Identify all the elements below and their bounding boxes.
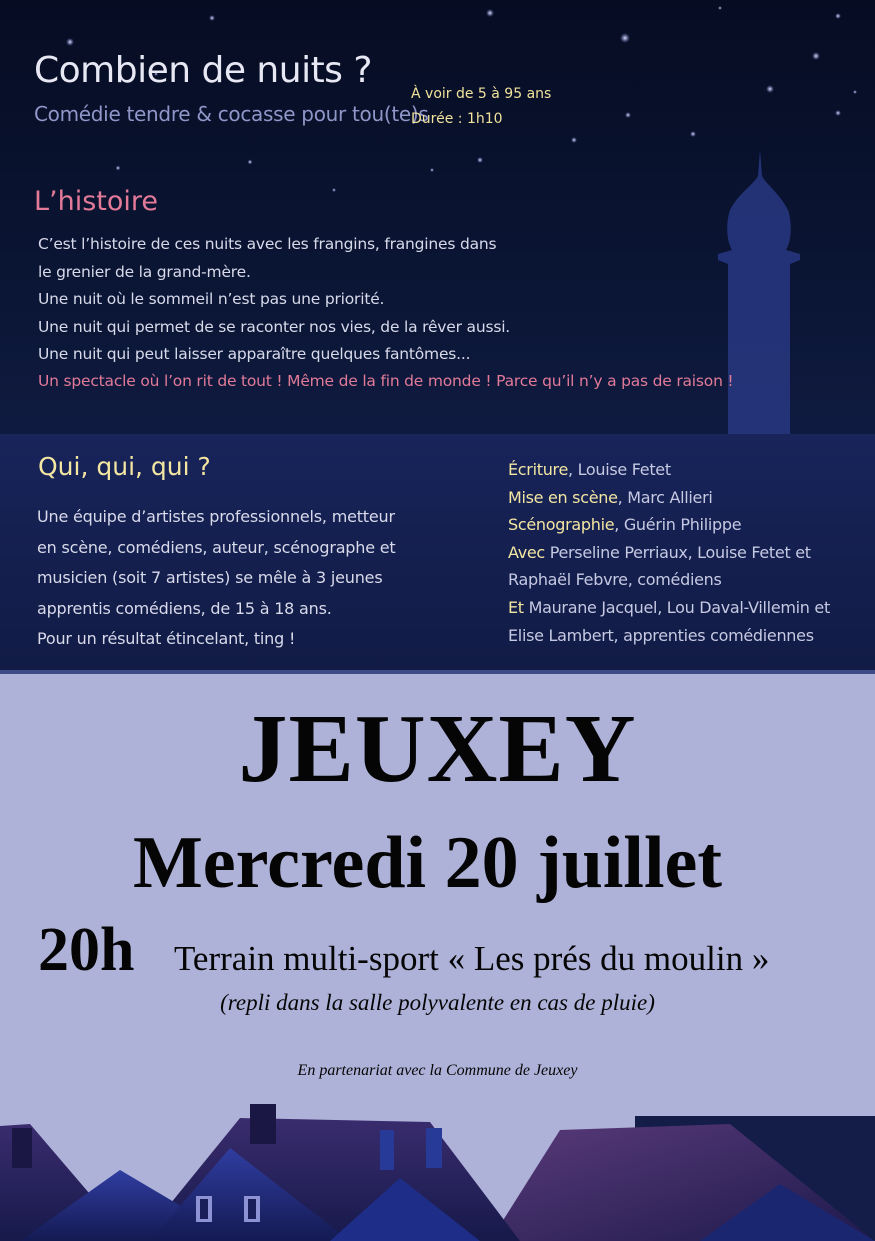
credit-cast-continued: Raphaël Febvre, comédiens [508,570,722,590]
team-line: Pour un résultat étincelant, ting ! [37,629,296,648]
credit-value: Perseline Perriaux, Louise Fetet et [544,542,811,562]
credits-list [508,456,868,649]
story-tagline: Un spectacle où l’on rit de tout ! Même de la fin de monde ! Parce qu’il n’y a pas de raison ! [38,372,734,390]
story-text [38,231,658,369]
age-range: À voir de 5 à 95 ans [411,86,552,102]
team-line: musicien (soit 7 artistes) se mêle à 3 jeunes [37,568,383,587]
credit-direction [508,484,868,512]
credit-label: Écriture [508,460,569,479]
credit-writing [508,456,868,484]
credit-value: , Guérin Philippe [614,515,742,535]
credit-value: , Louise Fetet [568,460,671,479]
credit-value: , Marc Allieri [617,487,713,507]
show-duration: Durée : 1h10 [411,111,503,127]
show-title: Combien de nuits ? [34,50,372,91]
credit-apprentices [508,594,868,622]
credit-label: Mise en scène [508,487,618,507]
partner-note: En partenariat avec la Commune de Jeuxey [297,1062,578,1079]
rain-note: (repli dans la salle polyvalente en cas de pluie) [220,990,655,1015]
show-subtitle: Comédie tendre & cocasse pour tou(te)s [34,102,429,126]
story-line: Une nuit qui permet de se raconter nos vies, de la rêver aussi. [38,317,511,336]
story-line: Une nuit où le sommeil n’est pas une priorité. [38,290,385,308]
credit-value: Maurane Jacquel, Lou Daval-Villemin et [523,597,830,617]
event-date: Mercredi 20 juillet [132,822,723,904]
team-line: Une équipe d’artistes professionnels, metteur [37,507,395,526]
credit-label: Et [508,597,524,617]
team-text [37,502,417,655]
event-venue: Terrain multi-sport « Les prés du moulin » [174,939,770,978]
story-line: le grenier de la grand-mère. [38,262,251,281]
story-line: Une nuit qui peut laisser apparaître quelques fantômes... [38,345,471,363]
event-time: 20h [38,916,135,984]
team-line: en scène, comédiens, auteur, scénographe et [37,537,396,557]
credit-apprentices-continued: Elise Lambert, apprenties comédiennes [508,625,814,645]
rooftops-illustration [0,1098,875,1241]
event-place: JEUXEY [238,695,637,803]
credit-label: Scénographie [508,515,615,535]
story-line: C’est l’histoire de ces nuits avec les frangins, frangines dans [38,235,497,253]
credit-scenography [508,511,868,539]
team-heading: Qui, qui, qui ? [38,452,211,481]
credit-cast [508,539,868,567]
bell-tower-silhouette [700,150,820,440]
team-line: apprentis comédiens, de 15 à 18 ans. [37,598,332,618]
credit-label: Avec [508,542,545,562]
story-heading: L’histoire [34,186,159,217]
